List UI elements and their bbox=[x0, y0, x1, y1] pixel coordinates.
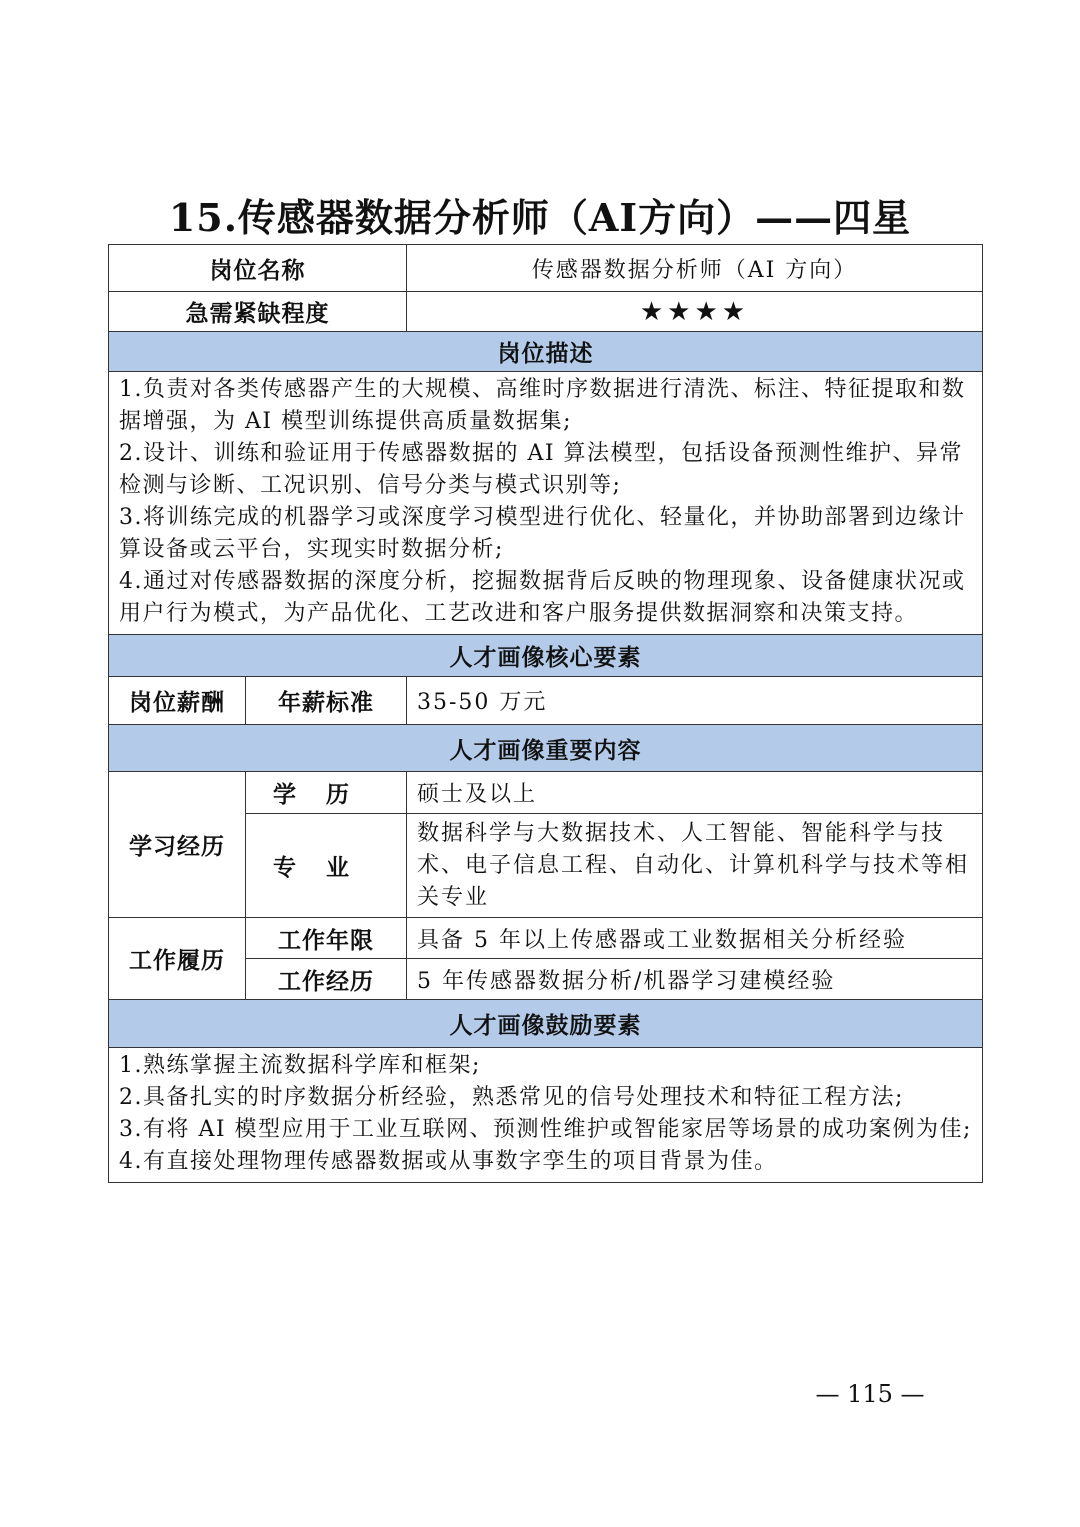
work-experience-value: 5 年传感器数据分析/机器学习建模经验 bbox=[407, 959, 983, 1000]
bonus-item: 2.具备扎实的时序数据分析经验，熟悉常见的信号处理技术和特征工程方法; bbox=[119, 1085, 904, 1110]
salary-sub-label: 年薪标准 bbox=[246, 677, 407, 725]
degree-label: 学历 bbox=[273, 782, 379, 808]
work-years-value: 具备 5 年以上传感器或工业数据相关分析经验 bbox=[407, 918, 983, 959]
major-label: 专业 bbox=[273, 855, 379, 881]
salary-value: 35-50 万元 bbox=[407, 677, 983, 725]
major-value: 数据科学与大数据技术、人工智能、智能科学与技术、电子信息工程、自动化、计算机科学与技术等相关专业 bbox=[407, 814, 983, 918]
position-name-row bbox=[109, 245, 983, 292]
section-header-bonus: 人才画像鼓励要素 bbox=[109, 1000, 983, 1048]
work-experience-label: 工作经历 bbox=[246, 959, 407, 1000]
page-number: — 115 — bbox=[815, 1380, 925, 1408]
position-name-label: 岗位名称 bbox=[109, 245, 407, 292]
urgency-row bbox=[109, 292, 983, 332]
work-label: 工作履历 bbox=[109, 918, 246, 1000]
section-header-core: 人才画像核心要素 bbox=[109, 635, 983, 677]
description-item: 1.负责对各类传感器产生的大规模、高维时序数据进行清洗、标注、特征提取和数据增强，为 AI 模型训练提供高质量数据集; bbox=[119, 377, 966, 434]
description-item: 2.设计、训练和验证用于传感器数据的 AI 算法模型，包括设备预测性维护、异常检测与诊断、工况识别、信号分类与模式识别等; bbox=[119, 441, 964, 498]
education-label: 学习经历 bbox=[109, 772, 246, 918]
bonus-block bbox=[109, 1048, 983, 1183]
education-degree-row bbox=[109, 772, 983, 814]
page-title: 15.传感器数据分析师（AI方向）——四星 bbox=[168, 195, 912, 240]
salary-label: 岗位薪酬 bbox=[109, 677, 246, 725]
position-name-value: 传感器数据分析师（AI 方向） bbox=[407, 245, 983, 292]
description-item: 4.通过对传感器数据的深度分析，挖掘数据背后反映的物理现象、设备健康状况或用户行为模式，为产品优化、工艺改进和客户服务提供数据洞察和决策支持。 bbox=[119, 569, 966, 626]
description-item: 3.将训练完成的机器学习或深度学习模型进行优化、轻量化，并协助部署到边缘计算设备或云平台，实现实时数据分析; bbox=[119, 505, 966, 562]
job-profile-table bbox=[108, 244, 983, 1183]
section-header-important: 人才画像重要内容 bbox=[109, 725, 983, 772]
degree-value: 硕士及以上 bbox=[407, 772, 983, 814]
description-block bbox=[109, 372, 983, 635]
section-header-description: 岗位描述 bbox=[109, 332, 983, 372]
bonus-item: 4.有直接处理物理传感器数据或从事数字孪生的项目背景为佳。 bbox=[119, 1149, 778, 1174]
urgency-stars: ★★★★ bbox=[407, 292, 983, 332]
bonus-item: 3.有将 AI 模型应用于工业互联网、预测性维护或智能家居等场景的成功案例为佳; bbox=[119, 1117, 972, 1142]
work-years-row bbox=[109, 918, 983, 959]
bonus-item: 1.熟练掌握主流数据科学库和框架; bbox=[119, 1053, 481, 1078]
urgency-label: 急需紧缺程度 bbox=[109, 292, 407, 332]
work-years-label: 工作年限 bbox=[246, 918, 407, 959]
salary-row bbox=[109, 677, 983, 725]
